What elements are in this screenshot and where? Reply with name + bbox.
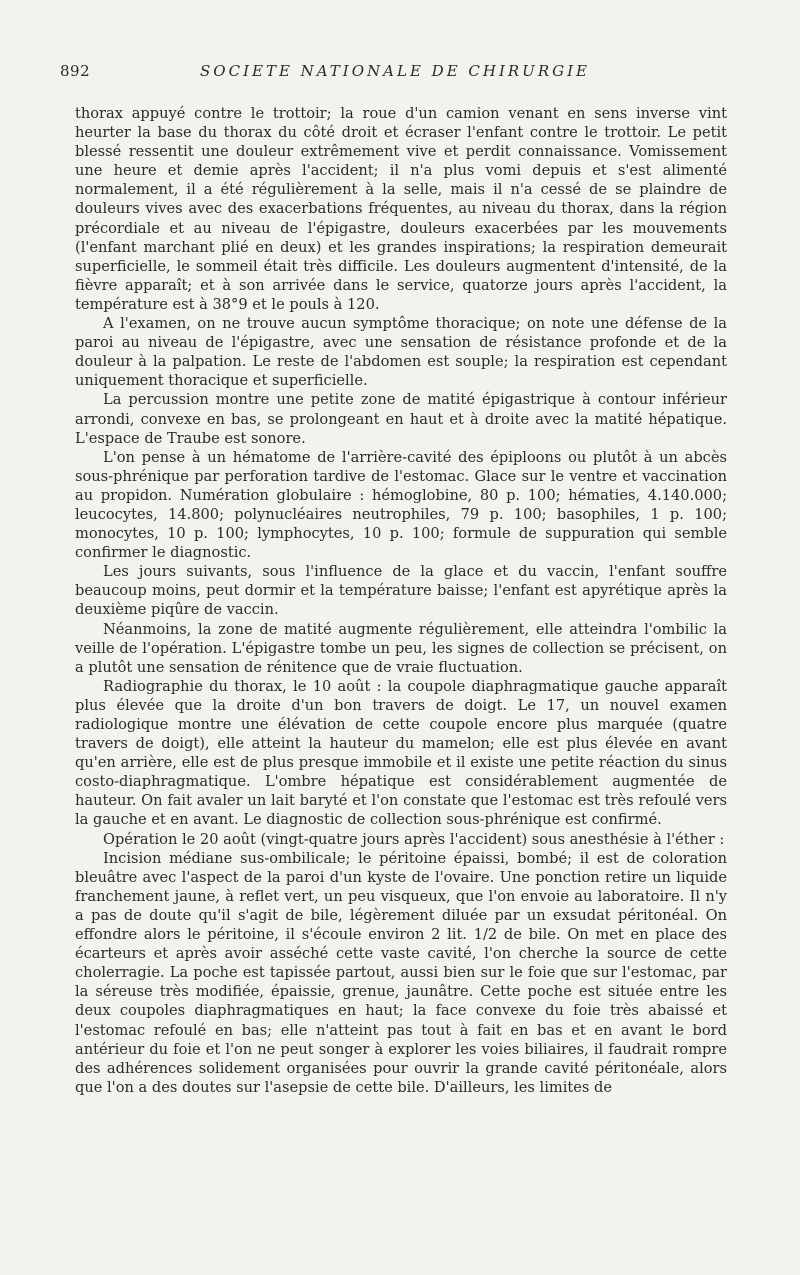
paragraph: Opération le 20 août (vingt-quatre jours après l'accident) sous anesthésie à l'éther : (103, 830, 725, 848)
paragraph: Incision médiane sus-ombilicale; le péritoine épaissi, bombé; il est de coloration bleuâtre avec l'aspect de la paroi d'un kyste de l'ovaire. Une ponction retire un liquide franchement jaune, à reflet vert, un peu visqueux, que l'on envoie au laboratoire. Il n'y a pas de doute qu'il s'agit de bile, légèrement diluée par un exsudat péritonéal. On effondre alors le péritoine, il s'écoule environ 2 lit. 1/2 de bile. On met en place des écarteurs et après avoir asséché cette vaste cavité, l'on cherche la source de cette cholerragie. La poche est tapissée partout, aussi bien sur le foie que sur l'estomac, par la séreuse très modifiée, épaissie, grenue, jaunâtre. Cette poche est située entre les deux coupoles diaphragmatiques en haut; la face convexe du foie très abaissé et l'estomac refoulé en bas; elle n'atteint pas tout à fait en bas et en avant le bord antérieur du foie et l'on ne peut songer à explorer les voies biliaires, il faudrait rompre des adhérences solidement organisées pour ouvrir la grande cavité péritonéale, alors que l'on a des doutes sur l'asepsie de cette bile. D'ailleurs, les limites de (75, 849, 727, 1096)
page-number: 892 (60, 62, 91, 80)
paragraph: L'on pense à un hématome de l'arrière-cavité des épiploons ou plutôt à un abcès sous-phrénique par perforation tardive de l'estomac. Glace sur le ventre et vaccination au propidon. Numération globulaire : hémoglobine, 80 p. 100; hématies, 4.140.000; leucocytes, 14.800; polynucléaires neutrophiles, 79 p. 100; basophiles, 1 p. 100; monocytes, 10 p. 100; lymphocytes, 10 p. 100; formule de suppuration qui semble confirmer le diagnostic. (75, 448, 727, 562)
paragraph: thorax appuyé contre le trottoir; la roue d'un camion venant en sens inverse vint heurter la base du thorax du côté droit et écraser l'enfant contre le trottoir. Le petit blessé ressentit une douleur extrêmement vive et perdit connaissance. Vomissement une heure et demie après l'accident; il n'a plus vomi depuis et s'est alimenté normalement, il a été régulièrement à la selle, mais il n'a cessé de se plaindre de douleurs vives avec des exacerbations fréquentes, au niveau du thorax, dans la région précordiale et au niveau de l'épigastre, douleurs exacerbées par les mouvements (l'enfant marchant plié en deux) et les grandes inspirations; la respiration demeurait superficielle, le sommeil était très difficile. Les douleurs augmentent d'intensité, de la fièvre apparaît; et à son arrivée dans le service, quatorze jours après l'accident, la température est à 38°9 et le pouls à 120. (75, 105, 727, 313)
paragraph: Radiographie du thorax, le 10 août : la coupole diaphragmatique gauche apparaît plus élevée que la droite d'un bon travers de doigt. Le 17, un nouvel examen radiologique montre une élévation de cette coupole encore plus marquée (quatre travers de doigt), elle atteint la hauteur du mamelon; elle est plus élevée en avant qu'en arrière, elle est de plus presque immobile et il existe une petite réaction du sinus costo-diaphragmatique. L'ombre hépatique est considérablement augmentée de hauteur. On fait avaler un lait baryté et l'on constate que l'estomac est très refoulé vers la gauche et en avant. Le diagnostic de collection sous-phrénique est confirmé. (75, 677, 727, 829)
page-header (60, 62, 730, 88)
body-text (75, 104, 727, 1097)
running-title: SOCIETE NATIONALE DE CHIRURGIE (200, 62, 590, 80)
paragraph: Néanmoins, la zone de matité augmente régulièrement, elle atteindra l'ombilic la veille de l'opération. L'épigastre tombe un peu, les signes de collection se précisent, on a plutôt une sensation de rénitence que de vraie fluctuation. (75, 620, 727, 676)
paragraph: La percussion montre une petite zone de matité épigastrique à contour inférieur arrondi, convexe en bas, se prolongeant en haut et à droite avec la matité hépatique. L'espace de Traube est sonore. (75, 391, 727, 447)
paragraph: Les jours suivants, sous l'influence de la glace et du vaccin, l'enfant souffre beaucoup moins, peut dormir et la température baisse; l'enfant est apyrétique après la deuxième piqûre de vaccin. (75, 563, 727, 619)
paragraph: A l'examen, on ne trouve aucun symptôme thoracique; on note une défense de la paroi au niveau de l'épigastre, avec une sensation de résistance profonde et de la douleur à la palpation. Le reste de l'abdomen est souple; la respiration est cependant uniquement thoracique et superficielle. (75, 315, 727, 390)
